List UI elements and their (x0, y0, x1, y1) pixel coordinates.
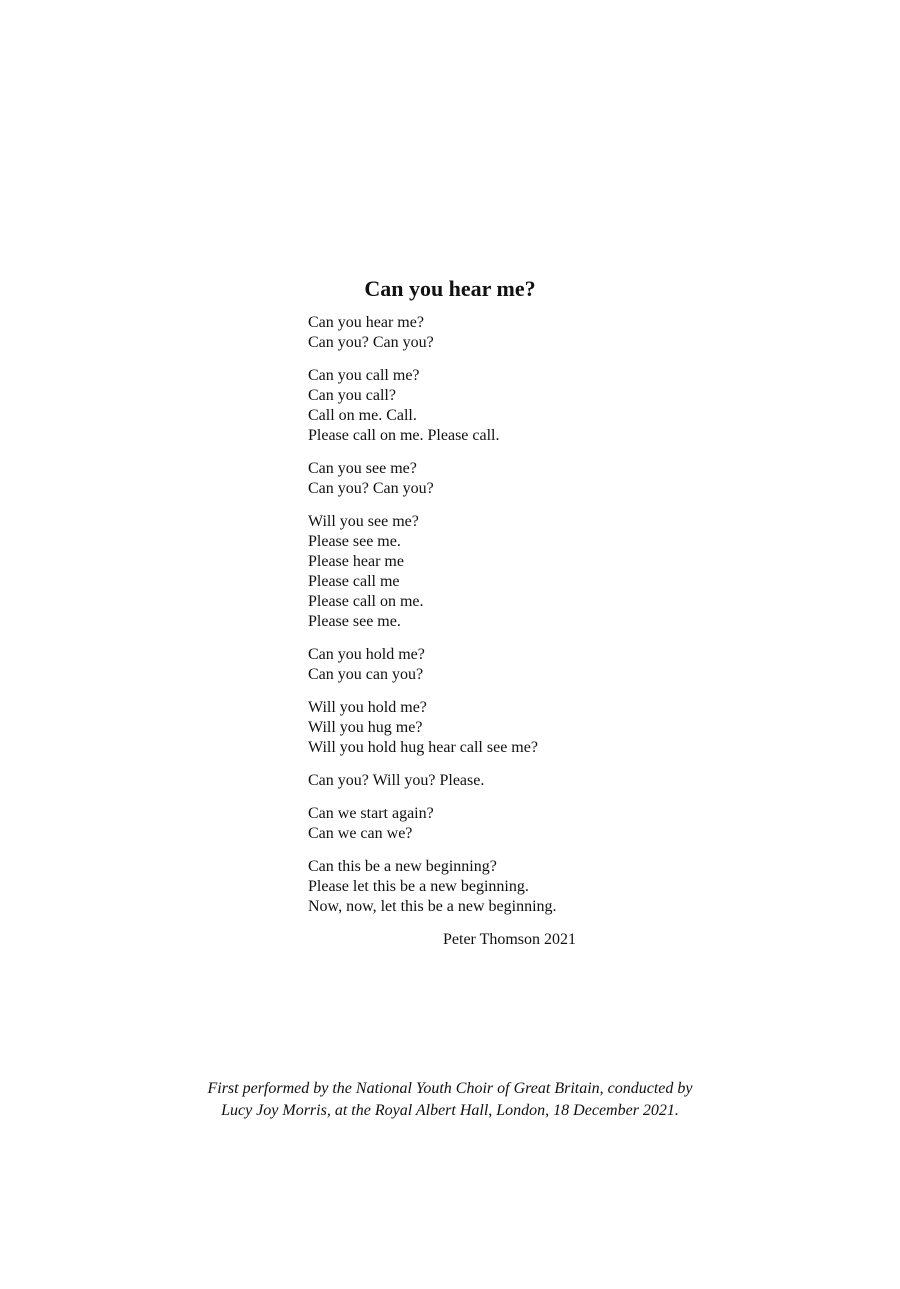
stanza (308, 804, 708, 844)
poem-line: Can you see me? (308, 460, 417, 477)
poem-line: Can you? Can you? (308, 334, 434, 351)
author-signature: Peter Thomson 2021 (443, 931, 577, 948)
poem-line: Please let this be a new beginning. (308, 878, 529, 895)
stanza (308, 512, 708, 632)
performance-footnote (0, 1078, 900, 1122)
poem-line: Can you? Can you? (308, 480, 434, 497)
stanza (308, 459, 708, 499)
poem-line: Please see me. (308, 613, 401, 630)
poem-line: Can we start again? (308, 805, 434, 822)
poem-line: Call on me. Call. (308, 407, 417, 424)
stanza (308, 698, 708, 758)
poem-body (308, 313, 708, 950)
poem-line: Please hear me (308, 553, 404, 570)
poem-line: Can this be a new beginning? (308, 858, 497, 875)
poem-line: Please call on me. Please call. (308, 427, 500, 444)
poem-line: Can you call? (308, 387, 396, 404)
stanza (308, 771, 708, 791)
stanza (308, 313, 708, 353)
poem-line: Can you hear me? (308, 314, 424, 331)
poem-line: Can you can you? (308, 666, 424, 683)
stanza (308, 366, 708, 446)
poem-line: Now, now, let this be a new beginning. (308, 898, 557, 915)
poem-line: Will you hug me? (308, 719, 423, 736)
poem-line: Please see me. (308, 533, 401, 550)
poem-title: Can you hear me? (364, 276, 536, 301)
poem-line: Will you see me? (308, 513, 419, 530)
stanza (308, 857, 708, 917)
poem-line: Will you hold hug hear call see me? (308, 739, 538, 756)
poem-line: Please call on me. (308, 593, 424, 610)
stanza (308, 645, 708, 685)
footnote-line: First performed by the National Youth Choir of Great Britain, conducted by (207, 1080, 693, 1097)
poem-line: Can you hold me? (308, 646, 425, 663)
poem-line: Can you call me? (308, 367, 420, 384)
footnote-line: Lucy Joy Morris, at the Royal Albert Hall, London, 18 December 2021. (221, 1102, 679, 1119)
poem-line: Will you hold me? (308, 699, 427, 716)
poem-line: Please call me (308, 573, 400, 590)
poem-line: Can we can we? (308, 825, 413, 842)
poem-line: Can you? Will you? Please. (308, 772, 485, 789)
